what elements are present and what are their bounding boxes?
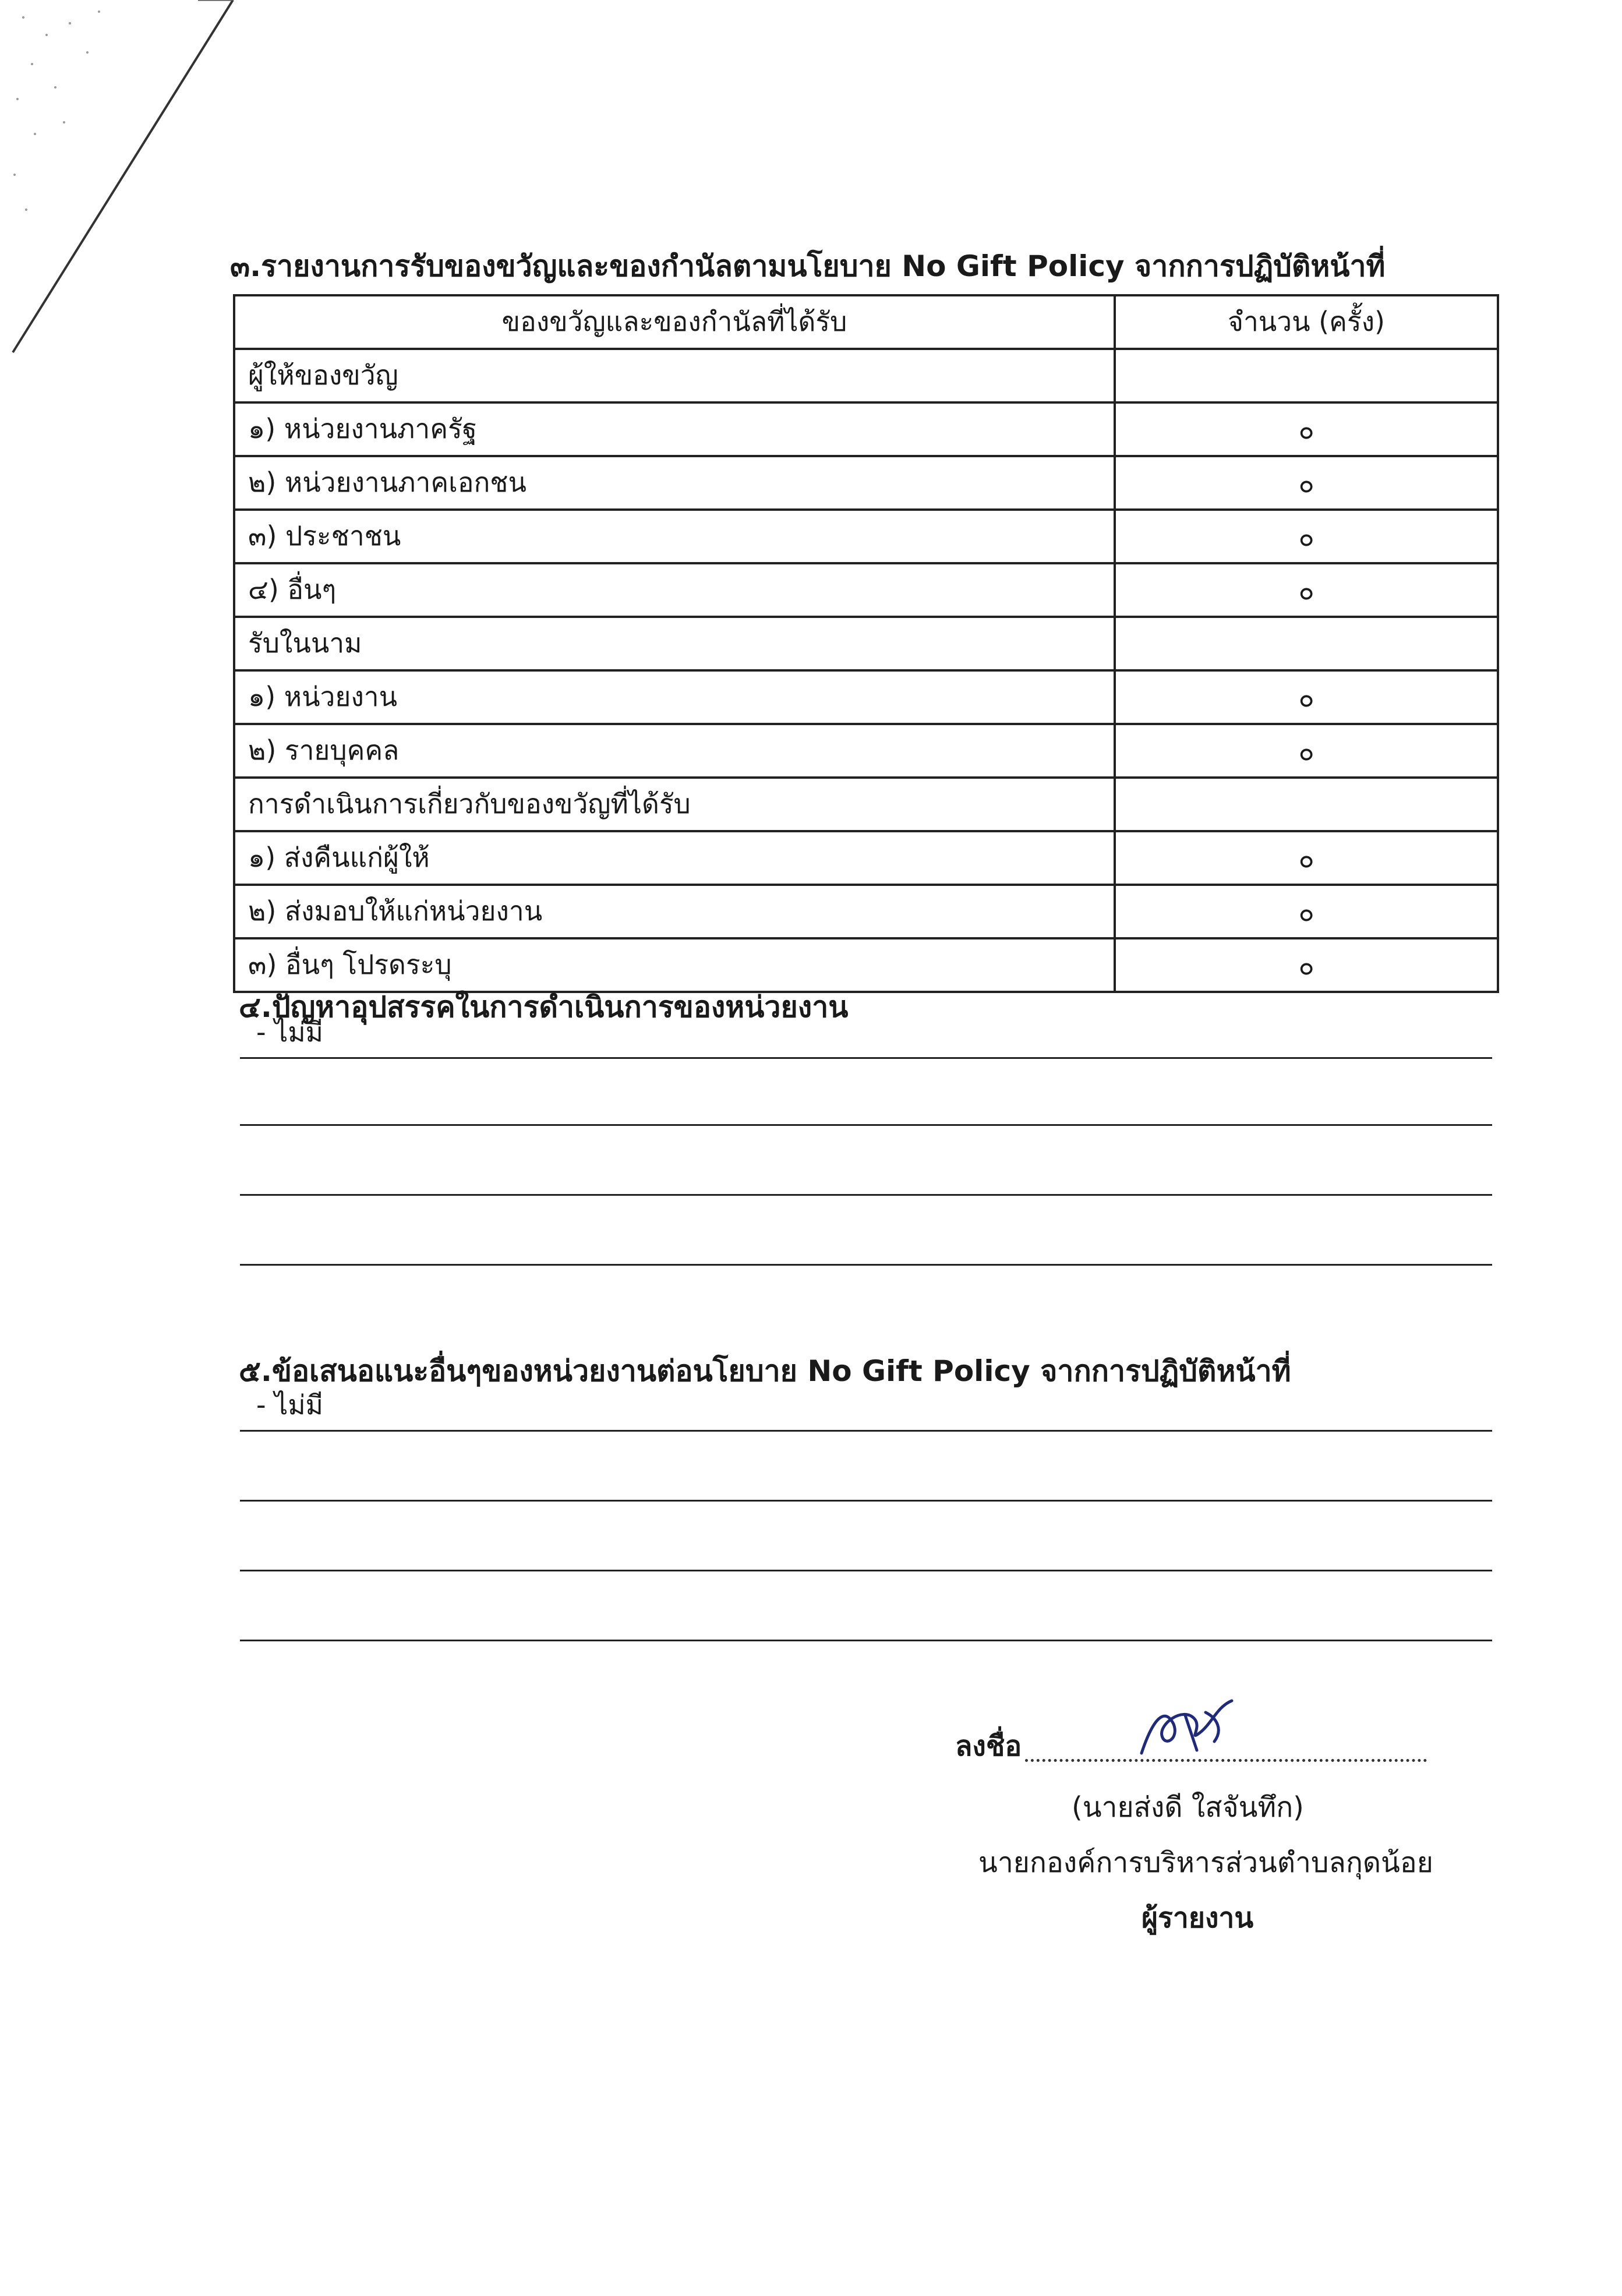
column-header-count: จำนวน (ครั้ง)	[1115, 295, 1498, 349]
section-5-line	[240, 1459, 1492, 1502]
table-row	[234, 349, 1498, 402]
row-count: ๐	[1115, 563, 1498, 617]
row-label: ๒) หน่วยงานภาคเอกชน	[234, 456, 1115, 510]
signer-role: ผู้รายงาน	[1142, 1902, 1254, 1934]
signature-label: ลงชื่อ	[955, 1730, 1022, 1762]
row-count: ๐	[1115, 938, 1498, 992]
row-count: ๐	[1115, 670, 1498, 724]
row-label: การดำเนินการเกี่ยวกับของขวัญที่ได้รับ	[234, 778, 1115, 831]
row-count	[1115, 349, 1498, 402]
table-row	[234, 885, 1498, 938]
section-4-line	[240, 1153, 1492, 1196]
row-count	[1115, 778, 1498, 831]
section-4-line	[240, 1016, 1492, 1059]
line-text: - ไม่มี	[256, 1389, 323, 1421]
row-count: ๐	[1115, 724, 1498, 778]
section-4-line	[240, 1223, 1492, 1266]
row-label: ๑) ส่งคืนแก่ผู้ให้	[234, 831, 1115, 885]
signer-position: นายกองค์การบริหารส่วนตำบลกุดน้อย	[978, 1846, 1433, 1879]
table-row	[234, 617, 1498, 670]
section-5-line	[240, 1389, 1492, 1432]
table-row	[234, 724, 1498, 778]
row-label: ๓) ประชาชน	[234, 510, 1115, 563]
table-row	[234, 831, 1498, 885]
row-label: รับในนาม	[234, 617, 1115, 670]
gifts-table	[233, 294, 1499, 993]
section-4-title: ๔.ปัญหาอุปสรรคในการดำเนินการของหน่วยงาน	[239, 990, 849, 1024]
line-text: - ไม่มี	[256, 1016, 323, 1048]
table-row	[234, 456, 1498, 510]
row-label: ๒) รายบุคคล	[234, 724, 1115, 778]
row-label: ๔) อื่นๆ	[234, 563, 1115, 617]
table-row	[234, 510, 1498, 563]
row-count: ๐	[1115, 831, 1498, 885]
row-count: ๐	[1115, 510, 1498, 563]
table-row	[234, 670, 1498, 724]
handwritten-signature	[1130, 1683, 1246, 1771]
row-count: ๐	[1115, 402, 1498, 456]
section-5-title: ๕.ข้อเสนอแนะอื่นๆของหน่วยงานต่อนโยบาย No Gift Policy จากการปฏิบัติหน้าที่	[239, 1354, 1291, 1388]
table-row	[234, 778, 1498, 831]
row-label: ๓) อื่นๆ โปรดระบุ	[234, 938, 1115, 992]
row-count: ๐	[1115, 885, 1498, 938]
row-label: ผู้ให้ของขวัญ	[234, 349, 1115, 402]
section-5-line	[240, 1529, 1492, 1571]
section-3-title: ๓.รายงานการรับของขวัญและของกำนัลตามนโยบาย No Gift Policy จากการปฏิบัติหน้าที่	[230, 249, 1386, 283]
row-count: ๐	[1115, 456, 1498, 510]
table-row	[234, 563, 1498, 617]
section-5-line	[240, 1599, 1492, 1641]
row-label: ๑) หน่วยงานภาครัฐ	[234, 402, 1115, 456]
row-label: ๒) ส่งมอบให้แก่หน่วยงาน	[234, 885, 1115, 938]
table-row	[234, 402, 1498, 456]
signer-name: (นายส่งดี ใสจันทึก)	[1072, 1791, 1304, 1824]
section-4-line	[240, 1083, 1492, 1126]
table-header-row	[234, 295, 1498, 349]
row-count	[1115, 617, 1498, 670]
scan-edge-artifact	[0, 0, 245, 373]
row-label: ๑) หน่วยงาน	[234, 670, 1115, 724]
column-header-gift: ของขวัญและของกำนัลที่ได้รับ	[234, 295, 1115, 349]
